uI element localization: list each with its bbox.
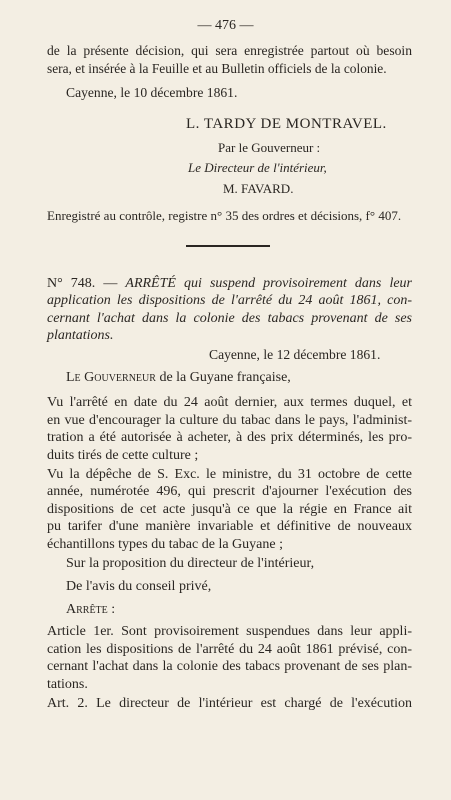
text-line: de la présente décision, qui sera enregistrée partout où besoin <box>47 43 412 58</box>
arrete-title-3: cernant l'achat dans la colonie des tabacs provenant de ses <box>47 311 412 326</box>
par-le-gouverneur: Par le Gouverneur : <box>218 140 321 155</box>
text-line: sera, et insérée à la Feuille et au Bulletin officiels de la colonie. <box>47 61 387 76</box>
article1-line: cation les dispositions de l'arrêté du 24 août 1861 prévisé, con- <box>47 642 412 657</box>
article1-line: tations. <box>47 677 88 692</box>
para2-line: échantillons types du tabac de la Guyane ; <box>47 537 283 552</box>
gouverneur-prefix: Le Gouverneur <box>66 370 156 385</box>
para1-line: Vu l'arrêté en date du 24 août dernier, aux termes duquel, et <box>47 395 412 410</box>
arrete-title-4: plantations. <box>47 328 114 343</box>
directeur-name: M. FAVARD. <box>223 181 294 196</box>
para1-line: duits tirés de cette culture ; <box>47 448 199 463</box>
place-date: Cayenne, le 10 décembre 1861. <box>66 85 238 100</box>
arrete-title-1: ARRÊTÉ qui suspend provisoirement dans leur <box>125 276 412 291</box>
gouverneur-line <box>66 369 291 386</box>
arrete-word: Arrête : <box>66 602 116 617</box>
para4: De l'avis du conseil privé, <box>66 579 212 594</box>
para2-line: dispositions de cet acte jusqu'à ce que la régie en France ait <box>47 502 412 517</box>
arrete-number: N° 748. — <box>47 276 118 291</box>
signer-name: L. TARDY DE MONTRAVEL. <box>186 116 387 132</box>
page-number: — 476 — <box>197 18 254 33</box>
article1-line: cernant l'achat dans la colonie des tabacs provenant de ses plan- <box>47 659 412 674</box>
arrete-place-date: Cayenne, le 12 décembre 1861. <box>209 347 381 362</box>
arrete-heading <box>47 275 412 292</box>
para1-line: tration a été autorisée à acheter, à des prix déterminés, les pro- <box>47 430 412 445</box>
arrete-title-2: application les dispositions de l'arrêté du 24 août 1861, con- <box>47 293 412 308</box>
para2-line: pu tarifer d'une manière invariable et définitive de nouveaux <box>47 519 412 534</box>
directeur-title: Le Directeur de l'intérieur, <box>188 160 327 175</box>
para1-line: en vue d'encourager la culture du tabac dans le pays, l'administ- <box>47 413 412 428</box>
article2-line: Art. 2. Le directeur de l'intérieur est chargé de l'exécution <box>47 696 412 711</box>
para2-line: Vu la dépêche de S. Exc. le ministre, du 31 octobre de cette <box>47 467 412 482</box>
para2-line: année, numérotée 496, qui prescrit d'ajourner l'exécution des <box>47 484 412 499</box>
gouverneur-rest: de la Guyane française, <box>159 370 291 385</box>
article1-line: Article 1er. Sont provisoirement suspendues dans leur appli- <box>47 624 412 639</box>
registration-note: Enregistré au contrôle, registre n° 35 des ordres et décisions, f° 407. <box>47 208 402 223</box>
para3: Sur la proposition du directeur de l'intérieur, <box>66 556 315 571</box>
section-divider <box>186 245 270 247</box>
